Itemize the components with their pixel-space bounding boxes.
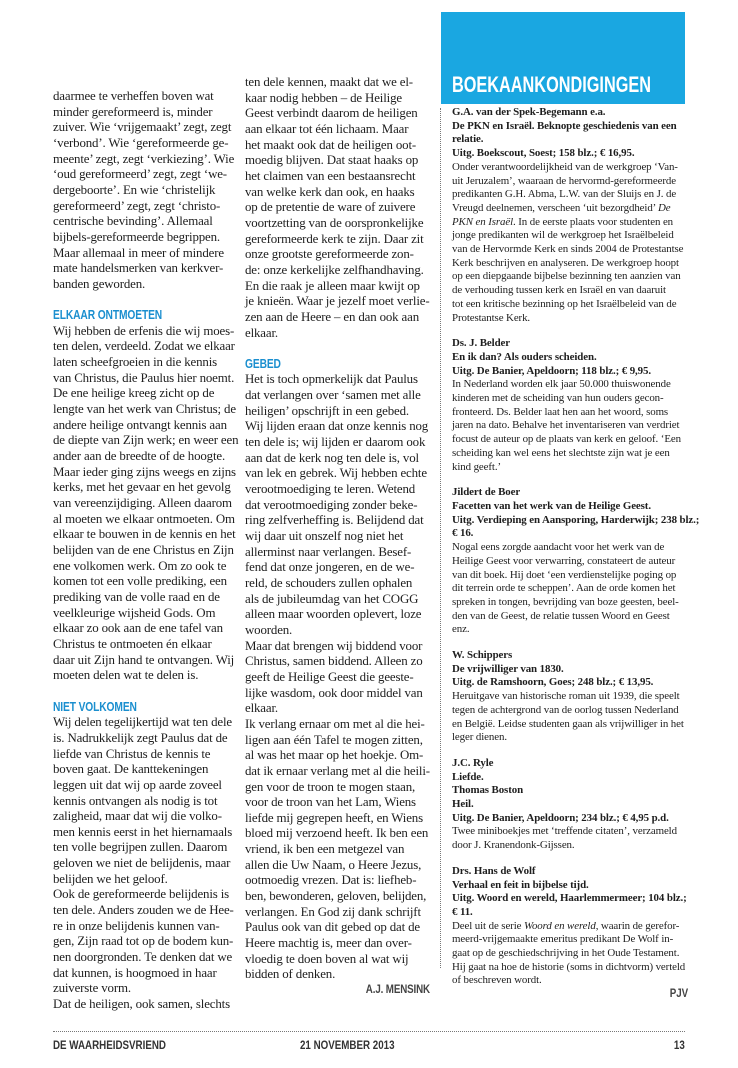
text-line: ring zelfverheffing is. Belijdend dat	[245, 513, 424, 528]
text-line: bijbels-gereformeerde begrippen.	[53, 229, 220, 244]
text-line: al moeten we elkaar ontmoeten. Om	[53, 511, 235, 526]
text-line: elkaar te bouwen in de kennis en het	[53, 527, 236, 542]
text-line: Maar dat brengen wij biddend voor	[245, 638, 423, 653]
text-line: Wij lijden eraan dat onze kennis nog	[245, 419, 429, 434]
text-line: gen voor de troon te mogen staan,	[245, 779, 416, 794]
text-line: fend dat onze jongeren, en de we-	[245, 560, 415, 575]
text-segment: Deel uit de serie	[452, 919, 524, 932]
text-line: ene volkomen werk. Om zo ook te	[53, 558, 227, 573]
book-entry	[452, 486, 700, 637]
book-description-line: jaren na dato. Behalve het inventariseren van verdriet	[452, 419, 680, 432]
text-line: Dat de heiligen, ook samen, slechts	[53, 997, 230, 1012]
text-line: Maar ieder ging zijns weegs en zijns	[53, 464, 236, 479]
column-divider	[440, 108, 441, 968]
book-info-line: Uitg. Boekscout, Soest; 158 blz.; € 16,95.	[452, 147, 635, 160]
text-line: ‘oud gereformeerd’ zegt, zegt ‘we-	[53, 167, 227, 182]
text-line: kerks, met het gevaar en het gevolg	[53, 480, 231, 495]
book-entry	[452, 337, 688, 474]
text-line: De ene heilige kreeg zicht op de	[53, 386, 215, 401]
text-line: voortzetting van de oorspronkelijke	[245, 215, 424, 230]
entry-gap	[452, 853, 688, 865]
text-line: laten scheefgroeien in die kennis	[53, 355, 217, 370]
entry-gap	[452, 474, 688, 486]
book-description-line: Twee miniboekjes met ‘treffende citaten’, verzameld	[452, 825, 677, 838]
text-line: zuiver. Wie ‘vrijgemaakt’ zegt, zegt	[53, 120, 232, 135]
section-header-box	[441, 12, 685, 104]
footer-divider	[53, 1031, 685, 1032]
text-line: het maakt ook dat de heiligen oot-	[245, 137, 417, 152]
text-segment: Woord en wereld	[523, 919, 596, 932]
text-line: Christus te ontmoeten én elkaar	[53, 636, 212, 651]
book-description-line: Heruitgave van historische roman uit 1939, die speelt	[452, 690, 680, 703]
book-description-line	[452, 920, 688, 934]
text-line: vloedig te doen boven al wat wij	[245, 951, 409, 966]
book-info-line: Uitg. Verdieping en Aansporing, Harderwijk; 238 blz.;	[452, 513, 700, 526]
text-line: op de pretentie de ware of zuivere	[245, 200, 416, 215]
text-line: meente’ zegt, zegt ‘verkiezing’. Wie	[53, 151, 235, 166]
entry-gap	[452, 325, 688, 337]
article-column-2	[245, 75, 430, 999]
text-line: van welke kerk dan ook, en haaks	[245, 184, 415, 199]
text-line: van vereenzijdiging. Alleen daarom	[53, 496, 232, 511]
text-segment: Vreugd deelnemen, verscheen ‘uit bezorgdheid’	[452, 201, 659, 214]
book-description-line: scheiding kan wel eens het slechtste zijn wat je een	[452, 446, 670, 459]
book-description-line: tot een kritische bezinning op het Israëlbeleid van de	[452, 297, 677, 310]
book-info-line: Uitg. De Banier, Apeldoorn; 234 blz.; € 4,95 p.d.	[452, 811, 669, 824]
book-info-line: Facetten van het werk van de Heilige Geest.	[452, 499, 651, 512]
paragraph	[245, 75, 430, 341]
text-line: daarmee te verheffen boven wat	[53, 89, 214, 103]
section-title: BOEKAANKONDIGINGEN	[452, 72, 651, 97]
paragraph	[53, 715, 233, 887]
book-description-line: Heilige Geest voor verwarring, constateert de auteur	[452, 554, 676, 567]
book-description-line: of beschreven wordt.	[452, 974, 542, 987]
text-line: al was het maar op het hoekje. Om-	[245, 748, 424, 763]
text-line: veelkleurige wijsheid Gods. Om	[53, 605, 216, 620]
book-info-line: J.C. Ryle	[452, 756, 494, 769]
text-line: dat verootmoediging zonder beke-	[245, 497, 418, 512]
book-info-line: relatie.	[452, 133, 484, 146]
text-line: aan elkaar tot één lichaam. Maar	[245, 121, 409, 136]
text-line: Ook de gereformeerde belijdenis is	[53, 887, 230, 902]
text-line: liefde mij gegrepen heeft, en Wiens	[245, 810, 423, 825]
text-line: Wij delen tegelijkertijd wat ten dele	[53, 715, 232, 730]
book-description-line: fronteerd. Ds. Belder laat hen aan het woord, soms	[452, 405, 669, 418]
book-info-line: Uitg. Woord en wereld, Haarlemmermeer; 104 blz.;	[452, 892, 687, 905]
text-line: reld, de schouders zullen ophalen	[245, 575, 413, 590]
text-line: lijke wasdom, ook door middel van	[245, 685, 423, 700]
footer-publication: DE WAARHEIDSVRIEND	[53, 1040, 166, 1052]
text-line: Paulus ook van dit gebed op dat de	[245, 920, 420, 935]
book-description-line: jonge predikanten wil de werkgroep het Israëlbeleid	[452, 229, 674, 242]
text-line: boven gaat. De kanttekeningen	[53, 762, 209, 777]
text-line: Wij hebben de erfenis die wij moes-	[53, 323, 235, 338]
book-info-line: € 11.	[452, 905, 473, 918]
text-line: Maar allemaal in meer of mindere	[53, 245, 224, 260]
text-line: als de jubileumdag van het COGG	[245, 591, 419, 606]
book-description-line: dit terrein orde te scheppen’. Aan de orde komen het	[452, 582, 676, 595]
text-line: lengte van het werk van Christus; de	[53, 402, 236, 417]
book-info-line: Ds. J. Belder	[452, 337, 510, 350]
text-line: van Christus, die Paulus hier noemt.	[53, 370, 235, 385]
book-description-line: kind geeft.’	[452, 460, 501, 473]
entry-gap	[452, 745, 688, 757]
book-info-line: Uitg. De Banier, Apeldoorn; 118 blz.; € 9,95.	[452, 364, 651, 377]
book-description-line	[452, 216, 688, 230]
book-entry	[452, 106, 688, 325]
book-description-line: op een diepgaande bijbelse bezinning ten aanzien van	[452, 270, 681, 283]
book-description-line: de verhouding tussen kerk en Israël en van daaruit	[452, 284, 666, 297]
book-description-line: spreken in tongen, bevrijding van boze geesten, beel-	[452, 595, 679, 608]
text-segment: , waarin de gerefor-	[595, 919, 680, 932]
book-description-line: van dit boek. Hij doet ‘een verdienstelijke poging op	[452, 568, 677, 581]
text-line: Heere machtig is, meer dan over-	[245, 936, 412, 951]
text-line: ben, bewonderen, geloven, belijden,	[245, 889, 427, 904]
book-info-line: Thomas Boston	[452, 784, 524, 797]
book-description-line: leger dienen.	[452, 731, 507, 744]
text-line: belijden van de ene Christus en Zijn	[53, 543, 234, 558]
book-description-line: door J. Kranendonk-Gijssen.	[452, 839, 575, 852]
text-line: het claimen van een bestaansrecht	[245, 168, 416, 183]
book-info-line: De PKN en Israël. Beknopte geschiedenis van een	[452, 119, 677, 132]
entry-gap	[452, 637, 688, 649]
book-info-line: Uitg. de Ramshoorn, Goes; 248 blz.; € 13,95.	[452, 676, 654, 689]
article-column-1	[53, 89, 239, 1013]
book-description-line: van de Hervormde Kerk en sinds 2004 de Protestantse	[452, 243, 684, 256]
text-line: zaligheid, maar dat wij die volko-	[53, 809, 222, 824]
text-line: banden geworden.	[53, 276, 146, 291]
paragraph	[245, 717, 430, 983]
text-line: zuiverste vorm.	[53, 981, 131, 996]
text-line: alleen maar woorden oplevert, loze	[245, 607, 422, 622]
book-description-line: In Nederland worden elk jaar 50.000 thuiswonende	[452, 378, 671, 391]
text-line: ten volle begrijpen zullen. Daarom	[53, 840, 228, 855]
paragraph	[245, 639, 430, 717]
book-info-line: W. Schippers	[452, 649, 513, 662]
paragraph	[245, 372, 430, 638]
text-line: elkaar.	[245, 325, 278, 340]
text-line: ligen aan één Tafel te mogen zitten,	[245, 732, 423, 747]
text-line: ten delen, verdeeld. Zodat we elkaar	[53, 339, 235, 354]
book-entry	[452, 865, 688, 988]
footer-date: 21 NOVEMBER 2013	[300, 1040, 395, 1052]
text-line: moeten delen wat te delen is.	[53, 668, 199, 683]
text-line: dat verlangen over ‘samen met alle	[245, 388, 421, 403]
text-line: ander aan de breedte of de hoogte.	[53, 449, 226, 464]
text-line: verootmoediging te leren. Wetend	[245, 482, 416, 497]
text-line: men kennis eerst in het hiernamaals	[53, 824, 233, 839]
text-line: gereformeerd’ zegt, zegt ‘christo-	[53, 198, 221, 213]
text-line: voor de troon van het Lam, Wiens	[245, 795, 416, 810]
text-line: mate handelsmerken van kerkver-	[53, 261, 224, 276]
text-line: Christus, samen biddend. Alleen zo	[245, 654, 423, 669]
text-line: geloven we niet de belijdenis, maar	[53, 856, 231, 871]
text-line: andere heilige ontvangt kennis aan	[53, 417, 227, 432]
book-info-line: G.A. van der Spek-Begemann e.a.	[452, 106, 606, 118]
text-line: kaar nodig hebben – de Heilige	[245, 90, 402, 105]
text-segment: De	[658, 201, 671, 214]
text-line: wij daar uit onszelf nog niet het	[245, 529, 404, 544]
author-signature: A.J. MENSINK	[365, 984, 430, 997]
text-line: zen aan de Heere – en dan ook aan	[245, 309, 419, 324]
section-heading: NIET VOLKOMEN	[53, 699, 137, 714]
text-line: gen, Zijn raad tot op de bodem kun-	[53, 934, 234, 949]
text-line: Geest verbindt daarom de heiligen	[245, 106, 418, 121]
book-description-line: Nogal eens zorgde aandacht voor het werk van de	[452, 541, 665, 554]
text-line: ten dele kennen, maakt dat we el-	[245, 75, 413, 89]
book-info-line: Verhaal en feit in bijbelse tijd.	[452, 878, 589, 891]
text-line: kennis ontvangen als nodig is tot	[53, 793, 218, 808]
text-line: liefde van Christus de kennis te	[53, 746, 211, 761]
text-line: geeft de Heilige Geest die geeste-	[245, 669, 414, 684]
paragraph	[53, 89, 233, 293]
section-heading: GEBED	[245, 356, 281, 371]
text-line: bidden of denken.	[245, 967, 336, 982]
text-line: woorden.	[245, 622, 293, 637]
text-line: dat kunnen, is hoogmoed in haar	[53, 965, 217, 980]
text-line: bloed mij verzoend heeft. Ik ben een	[245, 826, 429, 841]
book-entry	[452, 757, 688, 853]
book-announcements-column	[452, 106, 700, 1002]
text-line: Het is toch opmerkelijk dat Paulus	[245, 372, 418, 387]
book-description-line: tegen de achtergrond van de oorlog tussen Nederland	[452, 703, 679, 716]
text-line: allen die Uw Naam, o Heere Jezus,	[245, 857, 422, 872]
text-segment: . In de eerste plaats voor studenten en	[513, 215, 674, 228]
text-segment: PKN en Israël	[452, 215, 514, 228]
footer-page-number: 13	[674, 1040, 685, 1052]
text-line: heiligen’ opschrijft in een gebed.	[245, 403, 409, 418]
text-line: allerminst naar verlangen. Besef-	[245, 544, 412, 559]
text-line: leggen uit dat wij op aarde zoveel	[53, 777, 222, 792]
text-line: re in onze belijdenis kunnen van-	[53, 918, 220, 933]
text-line: minder gereformeerd is, minder	[53, 104, 213, 119]
text-line: Ik verlang ernaar om met al die hei-	[245, 716, 425, 731]
text-line: elkaar zo ook aan de ene tafel van	[53, 621, 223, 636]
book-entry	[452, 649, 688, 745]
text-line: de: onze kerkelijke zelfhandhaving.	[245, 262, 424, 277]
text-line: komen tot een volle prediking, een	[53, 574, 227, 589]
paragraph	[53, 887, 233, 997]
book-info-line: Heil.	[452, 798, 474, 811]
text-line: moedig blijven. Dat staat haaks op	[245, 153, 419, 168]
text-line: ten dele. Anders zouden we de Hee-	[53, 903, 234, 918]
text-line: de diepte van Zijn werk; en weer een	[53, 433, 239, 448]
book-description-line: en België. Leidse studenten gaan als vrijwilliger in het	[452, 717, 684, 730]
book-description-line: Onder verantwoordelijkheid van de werkgroep ‘Van-	[452, 160, 678, 173]
book-info-line: En ik dan? Als ouders scheiden.	[452, 350, 597, 363]
book-info-line: Drs. Hans de Wolf	[452, 864, 536, 877]
book-description-line: den van de Geest, de relatie tussen Woord en Geest	[452, 609, 670, 622]
text-line: verlangen. En God zij dank schrijft	[245, 904, 421, 919]
text-line: daar uit Zijn hand te ontvangen. Wij	[53, 652, 235, 667]
book-info-line: Jildert de Boer	[452, 486, 521, 499]
text-line: vriend, ik ben een metgezel van	[245, 842, 405, 857]
text-line: prediking van de volle raad en de	[53, 589, 220, 604]
text-line: ten dele is; wij lijden er daarom ook	[245, 435, 426, 450]
text-line: je knieën. Waar je jezelf moet verlie-	[245, 294, 430, 309]
paragraph-gap	[245, 341, 430, 357]
text-line: aan dat de kerk nog ten dele is, vol	[245, 450, 419, 465]
paragraph	[53, 323, 239, 684]
book-description-line: Kerk beschrijven en analyseren. De werkgroep hoopt	[452, 256, 679, 269]
book-description-line: Protestantse Kerk.	[452, 311, 531, 324]
paragraph	[53, 997, 233, 1013]
book-description-line: predikanten G.H. Abma, L.W. van der Sluijs en J. de	[452, 188, 677, 201]
section-heading: ELKAAR ONTMOETEN	[53, 308, 163, 323]
book-description-line: meerd-vrijgemaakte emeritus predikant De Wolf in-	[452, 933, 674, 946]
text-line: dergeboorte’. En wie ‘christelijk	[53, 182, 216, 197]
text-line: onze grootste gereformeerde zon-	[245, 247, 414, 262]
book-description-line: gaat op de geschiedschrijving in het Oude Testament.	[452, 947, 680, 960]
text-line: ootmoedig vrezen. Dat is: liefheb-	[245, 873, 417, 888]
reviewer-signature: PJV	[669, 988, 688, 1001]
text-line: is. Nadrukkelijk zegt Paulus dat de	[53, 730, 228, 745]
book-description-line: kinderen met de scheiding van hun ouders gecon-	[452, 392, 664, 405]
book-description-line: enz.	[452, 623, 470, 636]
book-description-line: focust de auteur op de plaats van kerk en geloof. ‘Een	[452, 433, 681, 446]
book-description-line: uit Jeruzalem’, waaraan de hervormd-gereformeerde	[452, 174, 676, 187]
text-line: En die raak je alleen maar kwijt op	[245, 278, 420, 293]
book-info-line: De vrijwilliger van 1830.	[452, 662, 564, 675]
book-description-line: Hij gaat na hoe de historie (soms in dichtvorm) verteld	[452, 960, 686, 973]
text-line: van lek en gebrek. Wij hebben echte	[245, 466, 427, 481]
book-description-line	[452, 202, 688, 216]
paragraph-gap	[53, 293, 233, 309]
text-line: belijden we het geloof.	[53, 871, 168, 886]
paragraph-gap	[53, 684, 233, 700]
text-line: nen doorgronden. Te denken dat we	[53, 950, 233, 965]
text-line: ‘verbond’. Wie ‘gereformeerde ge-	[53, 135, 229, 150]
book-info-line: Liefde.	[452, 770, 484, 783]
book-info-line: € 16.	[452, 527, 474, 540]
text-line: gereformeerde kerk te zijn. Daar zit	[245, 231, 424, 246]
text-line: dat ik ernaar verlang met al die heili-	[245, 763, 430, 778]
text-line: centrische bevinding’. Allemaal	[53, 214, 213, 229]
text-line: elkaar.	[245, 701, 278, 716]
